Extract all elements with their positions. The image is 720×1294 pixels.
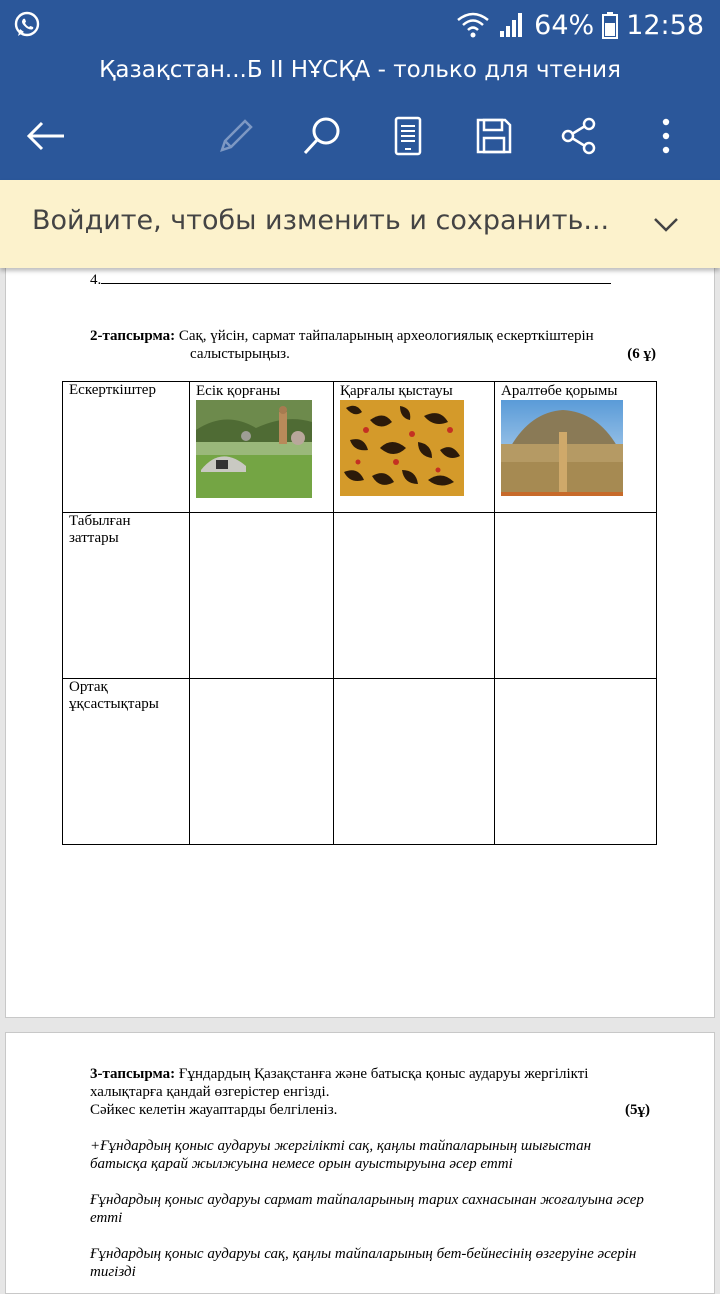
task-3-label: 3-тапсырма: — [90, 1066, 176, 1082]
more-options-button[interactable] — [642, 112, 690, 160]
answer-cell[interactable] — [495, 679, 657, 845]
mobile-view-icon — [393, 116, 423, 156]
table-header-cell: Қарғалы қыстауы — [334, 382, 495, 513]
save-icon — [475, 117, 513, 155]
esik-kurgan-photo — [196, 400, 312, 498]
sign-in-banner[interactable] — [0, 180, 720, 268]
answer-option: +Ғұндардың қоныс аударуы жергілікті сақ, қаңлы тайпаларының шығыстан батысқа қарай жылжуына немесе орын ауыстыруына әсер етті — [90, 1138, 592, 1172]
clock: 12:58 — [626, 9, 704, 41]
document-title: Қазақстан...Б II НҰСҚА - только для чтения — [0, 50, 720, 90]
edit-button[interactable] — [212, 112, 260, 160]
wifi-icon — [456, 11, 490, 39]
answer-cell[interactable] — [190, 679, 334, 845]
back-button[interactable] — [22, 112, 70, 160]
status-bar — [0, 0, 720, 50]
whatsapp-icon — [12, 10, 42, 40]
answer-option: Ғұндардың қоныс аударуы сақ, қаңлы тайпаларының бет-бейнесінің өзгеруіне әсерін тигізді — [90, 1246, 637, 1280]
task-3-line2: халықтарға қандай өзгерістер енгізді. — [90, 1084, 330, 1100]
back-arrow-icon — [26, 120, 66, 152]
task-3-points: (5ұ) — [625, 1102, 650, 1118]
toolbar — [0, 90, 720, 180]
answer-cell[interactable] — [334, 679, 495, 845]
task-3-line3: Сәйкес келетін жауаптарды белгіленіз. — [90, 1102, 338, 1118]
task-2-label: 2-тапсырма: — [90, 328, 176, 344]
task-2-line2: салыстырыңыз. — [190, 346, 290, 362]
answer-line-4: 4. — [90, 271, 611, 289]
table-header-cell: Аралтөбе қорымы — [495, 382, 657, 513]
pencil-icon — [216, 116, 256, 156]
battery-percent: 64% — [534, 9, 595, 41]
answer-cell[interactable] — [190, 513, 334, 679]
battery-icon — [602, 11, 618, 39]
chevron-down-icon[interactable] — [652, 210, 680, 238]
document-page-2 — [5, 1032, 715, 1294]
share-button[interactable] — [555, 112, 603, 160]
task-2-points: (6 ұ) — [627, 346, 656, 362]
reading-view-button[interactable] — [384, 112, 432, 160]
answer-cell[interactable] — [334, 513, 495, 679]
share-icon — [560, 117, 598, 155]
search-button[interactable] — [298, 112, 346, 160]
signal-icon — [498, 11, 526, 39]
table-row-label: Ортақ ұқсастықтары — [63, 679, 190, 845]
task-3-line1: Ғұндардың Қазақстанға және батысқа қоныс аударуы жергілікті — [178, 1066, 589, 1082]
task-2-line1: Сақ, үйсін, сармат тайпаларының археологиялық ескерткіштерін — [178, 328, 594, 344]
comparison-table — [62, 381, 657, 845]
document-page-1 — [5, 250, 715, 1018]
araltobe-mound-photo — [501, 400, 623, 496]
answer-cell[interactable] — [495, 513, 657, 679]
table-header-cell: Есік қорғаны — [190, 382, 334, 513]
more-vertical-icon — [661, 116, 671, 156]
table-row-label: Табылған заттары — [63, 513, 190, 679]
sign-in-text: Войдите, чтобы изменить и сохранить... — [32, 205, 610, 236]
table-header-cell: Ескерткіштер — [63, 382, 190, 513]
answer-option: Ғұндардың қоныс аударуы сармат тайпаларының тарих сахнасынан жоғалуына әсер етті — [90, 1192, 644, 1226]
task-2-text — [90, 327, 656, 363]
task-3-text — [90, 1065, 650, 1281]
search-icon — [301, 115, 343, 157]
save-button[interactable] — [470, 112, 518, 160]
kargaly-diadem-photo — [340, 400, 464, 496]
